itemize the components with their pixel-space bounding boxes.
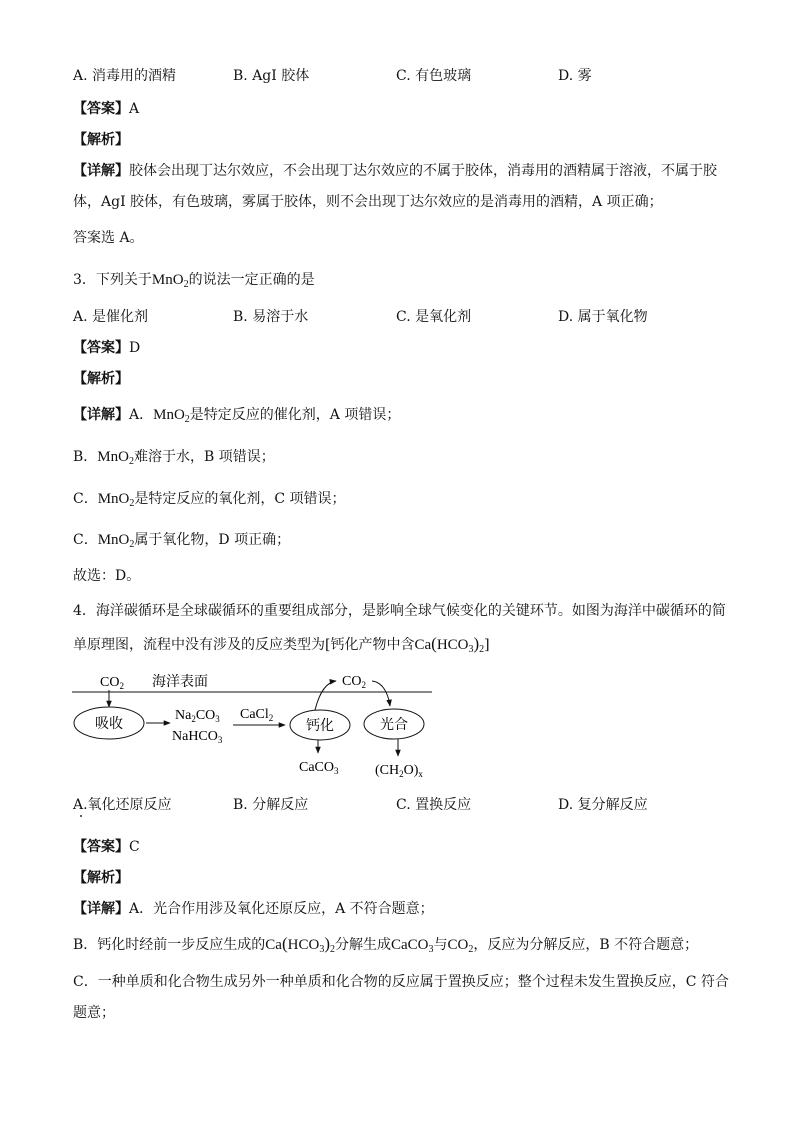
label-photosynthesis: 光合 xyxy=(380,718,408,733)
formula-ca-hco3-2: $Ca(HCO_3)_2$ xyxy=(265,934,335,955)
formula-mno2: MnO$_2$ xyxy=(151,272,189,290)
analysis-tag: 【解析】 xyxy=(73,371,129,387)
detail-tag: 【详解】 xyxy=(73,163,129,179)
label-cacl2: CaCl$_2$ xyxy=(240,707,274,723)
label-sea-surface: 海洋表面 xyxy=(152,675,208,690)
q2-conclusion: 答案选 A。 xyxy=(73,230,144,246)
detail-text: 胶体会出现丁达尔效应，不会出现丁达尔效应的不属于胶体，消毒用的酒精属于溶液，不属于胶 xyxy=(129,163,717,179)
analysis-tag: 【解析】 xyxy=(73,870,129,886)
formula-co2: $CO_2$ xyxy=(447,937,474,955)
label-na2co3: $Na_2CO_3$ xyxy=(175,708,220,724)
q3-option-c: C. 是氧化剂 xyxy=(396,309,472,325)
answer-value: A xyxy=(129,101,140,117)
formula-mno2: MnO$_2$ xyxy=(97,532,135,550)
q2-option-c: C. 有色玻璃 xyxy=(396,68,472,84)
q4-analysis-tag xyxy=(73,868,129,888)
q3-option-a: A. 是催化剂 xyxy=(73,309,149,325)
answer-tag: 【答案】 xyxy=(73,340,129,356)
label-absorb: 吸收 xyxy=(95,717,123,732)
answer-tag: 【答案】 xyxy=(73,839,129,855)
q3-detail-b: B．MnO$_2$难溶于水，B 项错误； xyxy=(73,449,275,467)
answer-tag: 【答案】 xyxy=(73,101,129,117)
q4-option-d: D. 复分解反应 xyxy=(558,797,648,813)
q4-answer xyxy=(73,837,140,857)
formula-caco3: CaCO$_3$ xyxy=(390,937,434,955)
q3-option-b: B. 易溶于水 xyxy=(233,309,309,325)
detail-tag: 【详解】 xyxy=(73,407,129,423)
label-caco3: CaCO$_3$ xyxy=(299,760,339,776)
q2-option-d: D. 雾 xyxy=(558,68,592,84)
q4-stem-line2: 单原理图，流程中没有涉及的反应类型为[钙化产物中含$Ca(HCO_3)_2$] xyxy=(73,634,490,655)
analysis-tag: 【解析】 xyxy=(73,132,129,148)
q4-option-b: B. 分解反应 xyxy=(233,797,309,813)
stray-dot xyxy=(80,815,82,817)
stem-suffix: 的说法一定正确的是 xyxy=(188,272,315,288)
q4-detail-a: 【详解】A．光合作用涉及氧化还原反应，A 不符合题意； xyxy=(73,901,434,917)
answer-value: C xyxy=(129,839,140,855)
stem-prefix: 3．下列关于 xyxy=(73,272,152,288)
q4-option-a: A.氧化还原反应 xyxy=(73,797,172,813)
q3-detail-a: 【详解】A．MnO$_2$是特定反应的催化剂，A 项错误； xyxy=(73,407,401,425)
q2-detail-line1 xyxy=(73,161,717,181)
q3-option-d: D. 属于氧化物 xyxy=(558,309,648,325)
formula-ca-hco3-2: $Ca(HCO_3)_2$ xyxy=(414,634,485,655)
arrow-co2-photo xyxy=(372,681,390,706)
q2-answer xyxy=(73,99,139,119)
label-co2-mid: $CO_2$ xyxy=(342,674,366,690)
q3-detail-c: C．MnO$_2$是特定反应的氧化剂，C 项错误； xyxy=(73,491,346,509)
q3-answer xyxy=(73,338,140,358)
formula-mno2: MnO$_2$ xyxy=(153,407,190,425)
q4-stem-line1: 4．海洋碳循环是全球碳循环的重要组成部分，是影响全球气候变化的关键环节。如图为海洋中碳循环的简 xyxy=(73,603,726,619)
q4-option-c: C. 置换反应 xyxy=(396,797,472,813)
q4-detail-c2: 题意； xyxy=(73,1005,115,1021)
q2-option-b: B. AgI 胶体 xyxy=(233,68,310,84)
detail-tag: 【详解】 xyxy=(73,901,129,917)
q3-stem xyxy=(73,270,315,290)
q4-detail-b: B．钙化时经前一步反应生成的$Ca(HCO_3)_2$分解生成CaCO$_3$与$CO_2$，反应为分解反应，B 不符合题意； xyxy=(73,934,699,955)
label-nahco3: NaHCO$_3$ xyxy=(172,729,223,745)
label-ch2o-x: $(CH_2O)_x$ xyxy=(375,763,423,779)
q3-detail-d: C．MnO$_2$属于氧化物，D 项正确； xyxy=(73,532,291,550)
q2-analysis-tag xyxy=(73,130,129,150)
carbon-cycle-diagram xyxy=(70,668,440,786)
label-co2-top: $CO_2$ xyxy=(100,675,124,691)
q3-analysis-tag xyxy=(73,369,129,389)
answer-value: D xyxy=(129,340,141,356)
arrow-calcify-co2 xyxy=(315,681,336,710)
q2-option-a: A. 消毒用的酒精 xyxy=(73,68,177,84)
q3-conclusion: 故选：D。 xyxy=(73,568,141,584)
label-calcify: 钙化 xyxy=(306,719,334,734)
q4-detail-c1: C．一种单质和化合物生成另外一种单质和化合物的反应属于置换反应；整个过程未发生置换反应，C 符合 xyxy=(73,974,729,990)
q2-detail-line2: 体，AgI 胶体，有色玻璃，雾属于胶体，则不会出现丁达尔效应的是消毒用的酒精，A 项正确； xyxy=(73,194,663,210)
formula-mno2: MnO$_2$ xyxy=(97,491,135,509)
formula-mno2: MnO$_2$ xyxy=(97,449,134,467)
